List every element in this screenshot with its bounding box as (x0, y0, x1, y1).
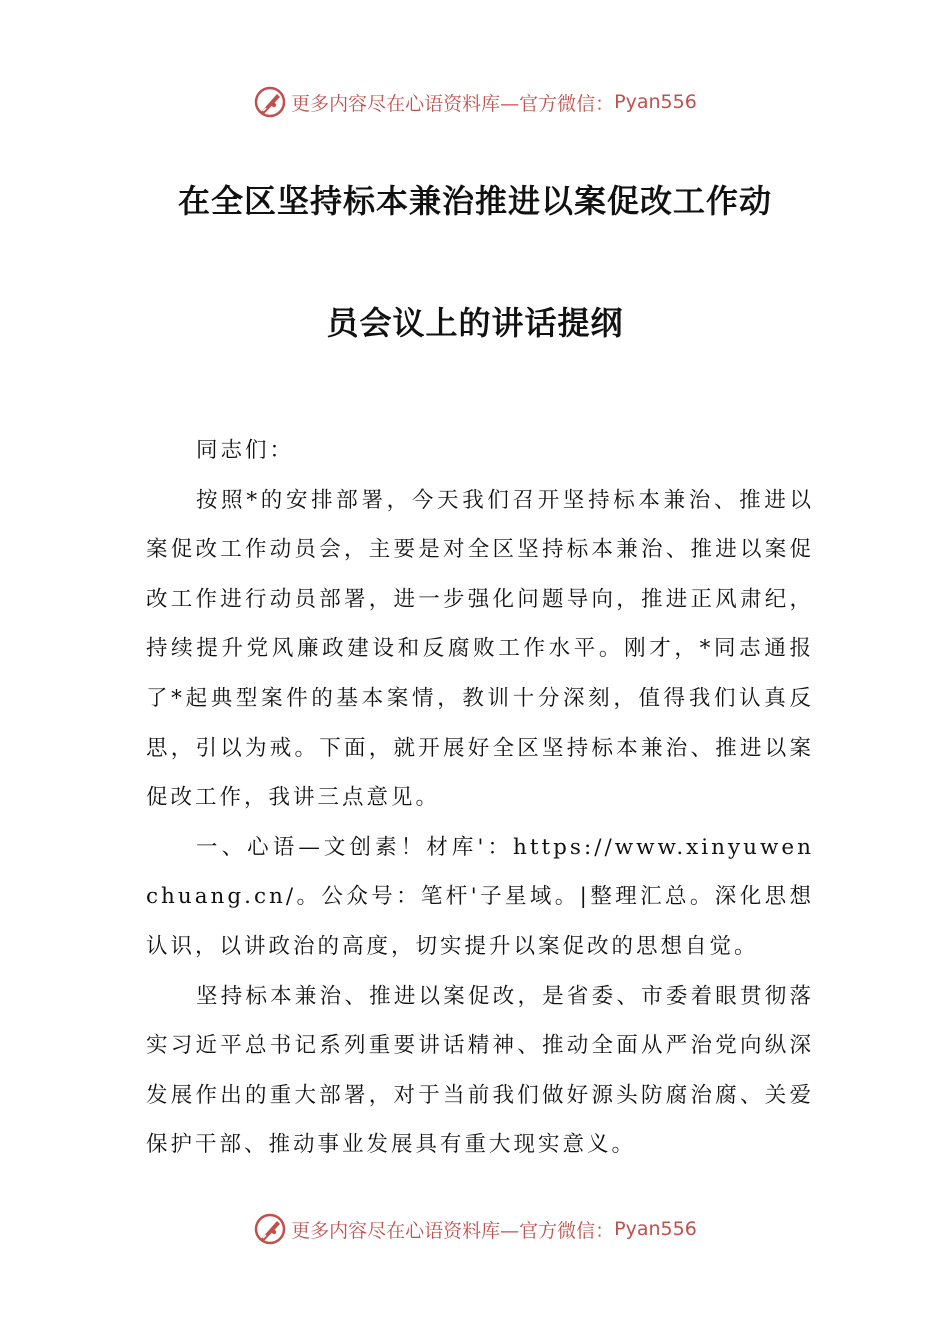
document-title-line-1: 在全区坚持标本兼治推进以案促改工作动 (177, 182, 772, 220)
quill-logo-icon (253, 85, 287, 119)
header-watermark (0, 82, 950, 122)
document-body (146, 426, 814, 1170)
document-title-line-2: 员会议上的讲话提纲 (326, 304, 624, 342)
watermark-wechat-id: Pyan556 (614, 1218, 697, 1240)
paragraph: 一、心语—文创素！材库'：https://www.xinyuwenchuang.cn/。公众号：笔杆'子星域。|整理汇总。深化思想认识，以讲政治的高度，切实提升以案促改的思想自觉。 (146, 834, 814, 959)
watermark-text: 更多内容尽在心语资料库—官方微信： (291, 1219, 615, 1242)
quill-logo-icon (253, 1212, 287, 1246)
paragraph: 按照*的安排部署，今天我们召开坚持标本兼治、推进以案促改工作动员会，主要是对全区坚持标本兼治、推进以案促改工作进行动员部署，进一步强化问题导向，推进正风肃纪，持续提升党风廉政建设和反腐败工作水平。刚才，*同志通报了*起典型案件的基本案情，教训十分深刻，值得我们认真反思，引以为戒。下面，就开展好全区坚持标本兼治、推进以案促改工作，我讲三点意见。 (146, 487, 814, 811)
paragraph: 坚持标本兼治、推进以案促改，是省委、市委着眼贯彻落实习近平总书记系列重要讲话精神、推动全面从严治党向纵深发展作出的重大部署，对于当前我们做好源头防腐治腐、关爱保护干部、推动事业发展具有重大现实意义。 (146, 983, 814, 1158)
watermark-text: 更多内容尽在心语资料库—官方微信： (291, 92, 615, 115)
footer-watermark (0, 1209, 950, 1249)
watermark-wechat-id: Pyan556 (614, 91, 697, 113)
salutation: 同志们： (196, 438, 295, 463)
